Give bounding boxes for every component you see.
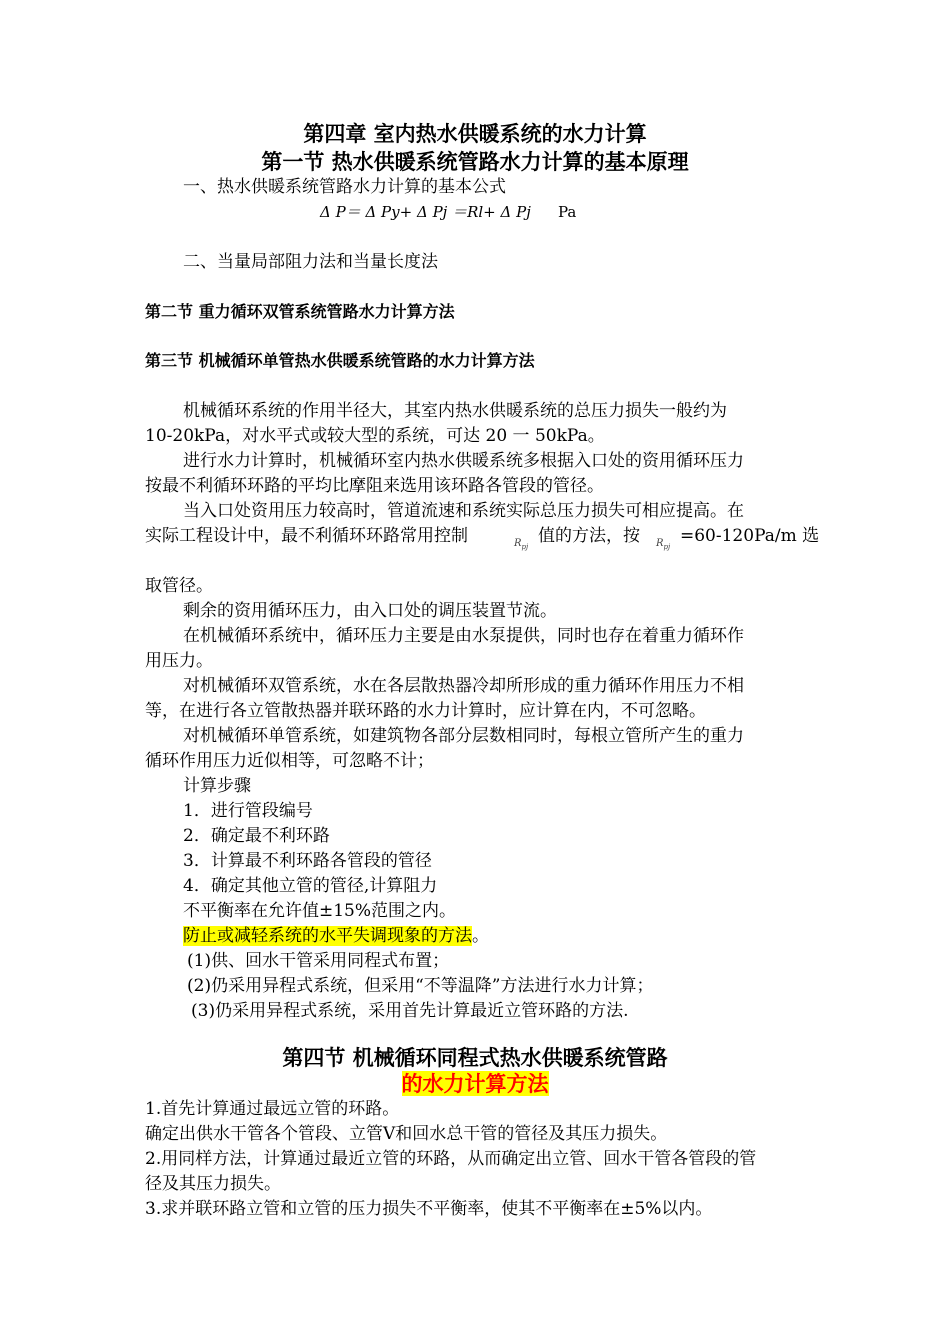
section1-title: 第一节 热水供暖系统管路水力计算的基本原理 [261, 149, 689, 174]
paragraph-line: 机械循环系统的作用半径大，其室内热水供暖系统的总压力损失一般约为 [183, 401, 727, 421]
paragraph-line: 循环作用压力近似相等，可忽略不计； [145, 751, 434, 771]
paragraph-line: 进行水力计算时，机械循环室内热水供暖系统多根据入口处的资用循环压力 [183, 451, 744, 471]
section2-title: 第二节 重力循环双管系统管路水力计算方法 [145, 302, 455, 321]
steps-title: 计算步骤 [183, 776, 251, 796]
step-item: 3．计算最不利环路各管段的管径 [183, 851, 432, 871]
step-item: 1．进行管段编号 [183, 801, 313, 821]
paragraph-line: 当入口处资用压力较高时，管道流速和系统实际总压力损失可相应提高。在 [183, 501, 744, 521]
rpj-symbol: $R_{pj}$ [514, 538, 529, 551]
method-item: (3)仍采用异程式系统，采用首先计算最近立管环路的方法. [191, 1001, 629, 1021]
paragraph-line: =60-120Pa/m 选 [680, 526, 820, 546]
section4-title-cont [0, 1071, 950, 1097]
paragraph-line: 对机械循环双管系统，水在各层散热器冷却所形成的重力循环作用压力不相 [183, 676, 744, 696]
paragraph-line: 按最不利循环环路的平均比摩阻来选用该环路各管段的管径。 [145, 476, 604, 496]
section4-line: 确定出供水干管各个管段、立管Ⅴ和回水总干管的管径及其压力损失。 [145, 1124, 668, 1144]
section4-line: 1.首先计算通过最远立管的环路。 [145, 1099, 400, 1119]
method-item: (1)供、回水干管采用同程式布置； [187, 951, 450, 971]
paragraph-line: 在机械循环系统中，循环压力主要是由水泵提供，同时也存在着重力循环作 [183, 626, 744, 646]
formula: Δ P＝ Δ Py+ Δ Pj ＝Rl+ Δ Pj [320, 203, 531, 221]
formula-unit: Pa [558, 203, 577, 221]
paragraph-line: 实际工程设计中，最不利循环环路常用控制 [145, 526, 468, 546]
step-item: 4．确定其他立管的管径,计算阻力 [183, 876, 438, 896]
paragraph-line: 值的方法，按 [538, 526, 640, 546]
paragraph-line: 用压力。 [145, 651, 213, 671]
section4-title: 第四节 机械循环同程式热水供暖系统管路 [282, 1045, 668, 1070]
section4-line: 2.用同样方法，计算通过最近立管的环路，从而确定出立管、回水干管各管段的管 [145, 1149, 757, 1169]
section4-line: 径及其压力损失。 [145, 1174, 281, 1194]
methods-heading: 防止或减轻系统的水平失调现象的方法。 [183, 926, 489, 946]
method-item: (2)仍采用异程式系统，但采用“不等温降”方法进行水力计算； [187, 976, 654, 996]
subheading-1: 一、热水供暖系统管路水力计算的基本公式 [183, 177, 506, 197]
paragraph-line: 10-20kPa，对水平式或较大型的系统，可达 20 一 50kPa。 [145, 426, 605, 446]
paragraph-line: 取管径。 [145, 576, 213, 596]
highlighted-red-text: 的水力计算方法 [401, 1071, 549, 1096]
paragraph-line: 对机械循环单管系统，如建筑物各部分层数相同时，每根立管所产生的重力 [183, 726, 744, 746]
section4-line: 3.求并联环路立管和立管的压力损失不平衡率，使其不平衡率在±5%以内。 [145, 1199, 713, 1219]
paragraph-line: 剩余的资用循环压力，由入口处的调压装置节流。 [183, 601, 557, 621]
highlighted-text: 防止或减轻系统的水平失调现象的方法 [183, 926, 472, 946]
section3-title: 第三节 机械循环单管热水供暖系统管路的水力计算方法 [145, 351, 535, 370]
chapter-title: 第四章 室内热水供暖系统的水力计算 [303, 121, 647, 146]
paragraph-line: 等，在进行各立管散热器并联环路的水力计算时，应计算在内，不可忽略。 [145, 701, 706, 721]
balance-note: 不平衡率在允许值±15%范围之内。 [183, 901, 457, 921]
subheading-2: 二、当量局部阻力法和当量长度法 [183, 252, 438, 272]
rpj-symbol: $R_{pj}$ [656, 538, 671, 551]
step-item: 2．确定最不利环路 [183, 826, 330, 846]
